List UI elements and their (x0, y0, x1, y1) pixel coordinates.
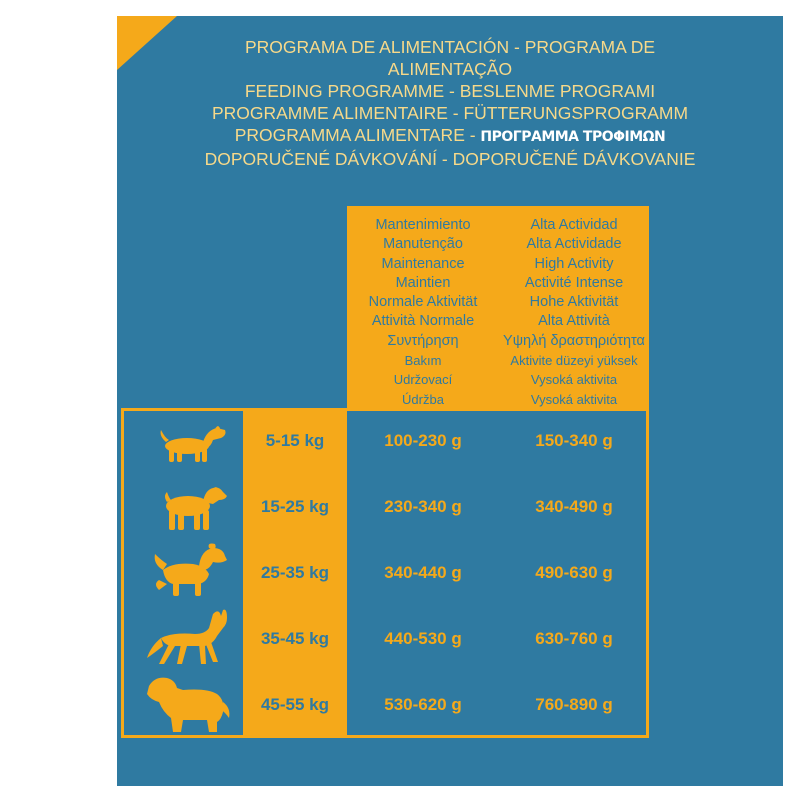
table-row (121, 606, 649, 672)
maintenance-label: Údržba (402, 391, 444, 407)
small-dog-icon (133, 408, 243, 474)
high-activity-amount: 150-340 g (535, 431, 613, 450)
high-activity-label: Vysoká aktivita (530, 391, 618, 407)
heading-italian: PROGRAMMA ALIMENTARE - (234, 125, 481, 145)
table-row (121, 474, 649, 540)
maintenance-label: Maintenance (381, 255, 465, 272)
high-activity-amount: 630-760 g (535, 629, 613, 648)
heading-line: PROGRAMME ALIMENTAIRE - FÜTTERUNGSPROGRAMM (211, 103, 689, 123)
weight-range: 5-15 kg (265, 431, 325, 450)
maintenance-label: Manutenção (383, 236, 463, 253)
high-activity-amount: 340-490 g (535, 497, 613, 516)
maintenance-column-header (347, 216, 499, 409)
high-activity-label: Alta Actividad (530, 217, 618, 233)
heading-greek: ΠΡΟΓΡΑΜΜΑ ΤΡΟΦΙΜΩΝ (480, 129, 666, 145)
maintenance-label: Συντήρηση (387, 332, 459, 349)
shepherd-dog-icon (133, 606, 243, 672)
table-row (121, 408, 649, 474)
high-activity-label: Alta Attività (538, 313, 610, 330)
feeding-programme-headings (150, 36, 750, 170)
heading-line: DOPORUČENÉ DÁVKOVÁNÍ - DOPORUČENÉ DÁVKOVANIE (204, 149, 696, 169)
maintenance-label: Maintien (395, 274, 451, 291)
high-activity-label: Alta Actividade (526, 236, 622, 253)
maintenance-label: Normale Aktivität (368, 294, 478, 311)
heading-line: ALIMENTAÇÃO (387, 59, 513, 79)
high-activity-label: Vysoká aktivita (530, 372, 618, 388)
heading-line: FEEDING PROGRAMME - BESLENME PROGRAMI (244, 81, 656, 101)
weight-range: 35-45 kg (260, 629, 330, 648)
maintenance-amount: 340-440 g (384, 563, 462, 582)
maintenance-label: Mantenimiento (375, 217, 471, 233)
high-activity-label: Υψηλή δραστηριότητα (503, 332, 645, 349)
table-row (121, 540, 649, 606)
maintenance-amount: 530-620 g (384, 695, 462, 714)
weight-range: 15-25 kg (260, 497, 330, 516)
high-activity-label: Activité Intense (524, 274, 624, 291)
weight-range: 25-35 kg (260, 563, 330, 582)
heading-line (150, 124, 750, 148)
high-activity-column-header (499, 216, 649, 409)
table-row (121, 672, 649, 738)
high-activity-amount: 760-890 g (535, 695, 613, 714)
high-activity-amount: 490-630 g (535, 563, 613, 582)
high-activity-label: High Activity (534, 255, 614, 272)
maintenance-amount: 100-230 g (384, 431, 462, 450)
activity-header (347, 206, 649, 408)
medium-dog-icon (133, 474, 243, 540)
long-hair-dog-icon (133, 540, 243, 606)
high-activity-label: Aktivite düzeyi yüksek (510, 353, 638, 369)
high-activity-label: Hohe Aktivität (529, 294, 619, 311)
weight-range: 45-55 kg (260, 695, 330, 714)
maintenance-amount: 230-340 g (384, 497, 462, 516)
giant-dog-icon (133, 672, 243, 738)
maintenance-label: Udržovací (393, 372, 453, 388)
maintenance-amount: 440-530 g (384, 629, 462, 648)
heading-line: PROGRAMA DE ALIMENTACIÓN - PROGRAMA DE (244, 37, 656, 57)
maintenance-label: Bakım (404, 353, 442, 369)
maintenance-label: Attività Normale (371, 313, 475, 330)
